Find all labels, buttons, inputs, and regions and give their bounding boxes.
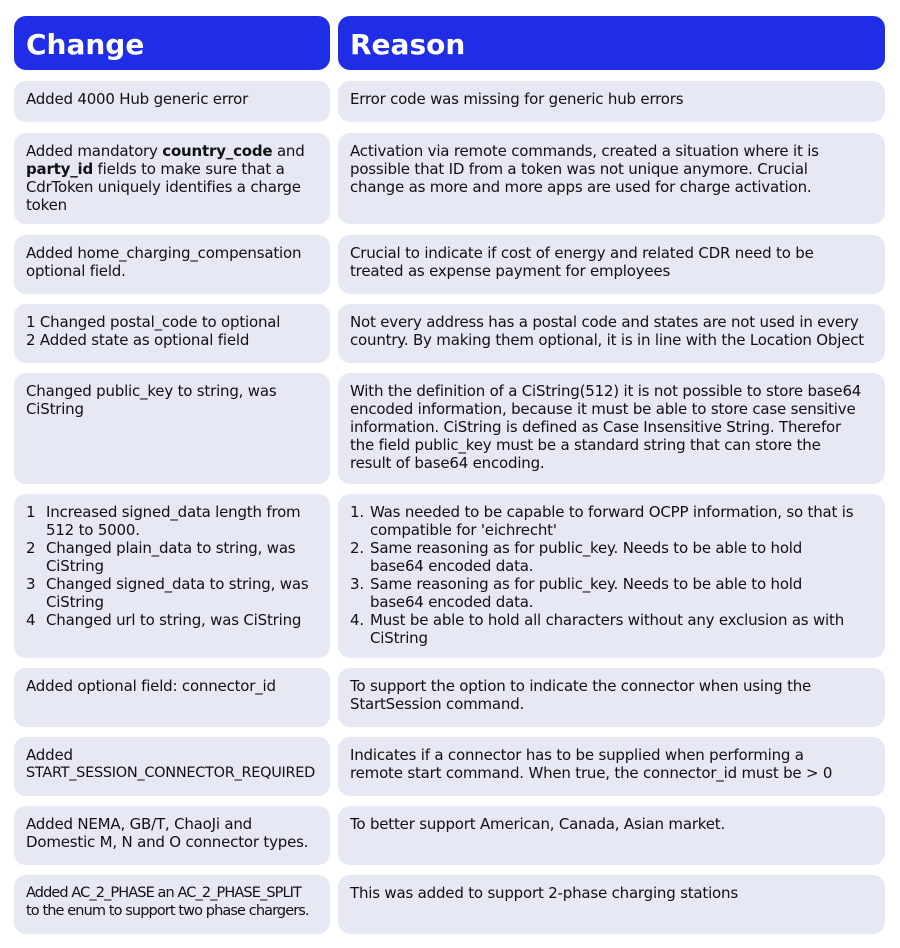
text-line: StartSession command. (350, 695, 525, 713)
text-line: Added home_charging_compensation (26, 244, 302, 262)
text-line: change as more and more apps are used for charge activation. (350, 178, 812, 196)
reason-cell-signed-data (338, 494, 885, 658)
text-line: country. By making them optional, it is in line with the Location Object (350, 331, 864, 349)
text-line: Changed public_key to string, was (26, 382, 277, 400)
country-code-emphasis: country_code (162, 142, 273, 160)
text-line: Indicates if a connector has to be supplied when performing a (350, 746, 804, 764)
reason-cell-connector-id (338, 668, 885, 727)
change-cell-public-key (14, 373, 330, 484)
reason-cell-connector-types (338, 806, 885, 865)
text-line: the field public_key must be a standard string that can store the (350, 436, 821, 454)
text-line: Added (26, 746, 73, 764)
list-item: 2. Same reasoning as for public_key. Needs to be able to hold (350, 539, 803, 557)
text-line: Crucial to indicate if cost of energy and related CDR need to be (350, 244, 814, 262)
text-line: This was added to support 2-phase charging stations (350, 884, 738, 902)
text-line: 2 Added state as optional field (26, 331, 250, 349)
text-line: Added AC_2_PHASE an AC_2_PHASE_SPLIT (26, 885, 302, 901)
change-cell-hub-error (14, 81, 330, 122)
change-column-header: Change (14, 16, 330, 70)
text-line: treated as expense payment for employees (350, 262, 671, 280)
change-cell-connector-id (14, 668, 330, 727)
text-line: Not every address has a postal code and states are not used in every (350, 313, 859, 331)
text-line: possible that ID from a token was not unique anymore. Crucial (350, 160, 808, 178)
text-line: To support the option to indicate the connector when using the (350, 677, 812, 695)
text-line: information. CiString is defined as Case Insensitive String. Therefor (350, 418, 841, 436)
text-line: compatible for 'eichrecht' (370, 521, 557, 539)
text-line: Added 4000 Hub generic error (26, 90, 249, 108)
reason-cell-hub-error (338, 81, 885, 122)
change-cell-home-charging (14, 235, 330, 294)
text-line: CiString (46, 593, 104, 611)
list-item: 3. Same reasoning as for public_key. Needs to be able to hold (350, 575, 803, 593)
change-cell-ac-2-phase (14, 875, 330, 934)
text-line: To better support American, Canada, Asian market. (350, 815, 726, 833)
text-line: With the definition of a CiString(512) it is not possible to store base64 (350, 382, 862, 400)
list-item: 2 Changed plain_data to string, was (26, 539, 296, 557)
text-line: to the enum to support two phase chargers. (26, 903, 309, 919)
reason-cell-country-code (338, 133, 885, 224)
reason-cell-ac-2-phase (338, 875, 885, 934)
text-line: base64 encoded data. (370, 557, 534, 575)
party-id-emphasis: party_id (26, 160, 93, 178)
text-line: result of base64 encoding. (350, 454, 545, 472)
text-line: remote start command. When true, the connector_id must be > 0 (350, 764, 833, 782)
text-line: Added NEMA, GB/T, ChaoJi and (26, 815, 252, 833)
list-item: 1. Was needed to be capable to forward OCPP information, so that is (350, 503, 854, 521)
text-line: CiString (26, 400, 84, 418)
change-cell-signed-data (14, 494, 330, 658)
list-item: 3 Changed signed_data to string, was (26, 575, 309, 593)
change-cell-country-code (14, 133, 330, 224)
reason-cell-public-key (338, 373, 885, 484)
text-line: CiString (46, 557, 104, 575)
text-line: Added optional field: connector_id (26, 677, 276, 695)
text-line: encoded information, because it must be able to store case sensitive (350, 400, 856, 418)
change-cell-start-session (14, 737, 330, 796)
reason-column-header: Reason (338, 16, 885, 70)
text-line: token (26, 196, 67, 214)
text-line: base64 encoded data. (370, 593, 534, 611)
reason-cell-start-session (338, 737, 885, 796)
list-item: 4 Changed url to string, was CiString (26, 611, 302, 629)
list-item: 1 Increased signed_data length from (26, 503, 301, 521)
text-line: Error code was missing for generic hub errors (350, 90, 684, 108)
text-line: party_id fields to make sure that a (26, 160, 285, 178)
list-item: 4. Must be able to hold all characters without any exclusion as with (350, 611, 845, 629)
text-line: Added mandatory country_code and (26, 142, 305, 160)
text-line: 512 to 5000. (46, 521, 140, 539)
reason-cell-home-charging (338, 235, 885, 294)
text-line: CiString (370, 629, 428, 647)
text-line: CdrToken uniquely identifies a charge (26, 178, 301, 196)
text-line: 1 Changed postal_code to optional (26, 313, 281, 331)
text-line: Activation via remote commands, created a situation where it is (350, 142, 819, 160)
change-cell-postal-code (14, 304, 330, 363)
text-line: optional field. (26, 262, 126, 280)
text-line: START_SESSION_CONNECTOR_REQUIRED (26, 765, 315, 781)
change-cell-connector-types (14, 806, 330, 865)
text-line: Domestic M, N and O connector types. (26, 833, 309, 851)
reason-cell-postal-code (338, 304, 885, 363)
